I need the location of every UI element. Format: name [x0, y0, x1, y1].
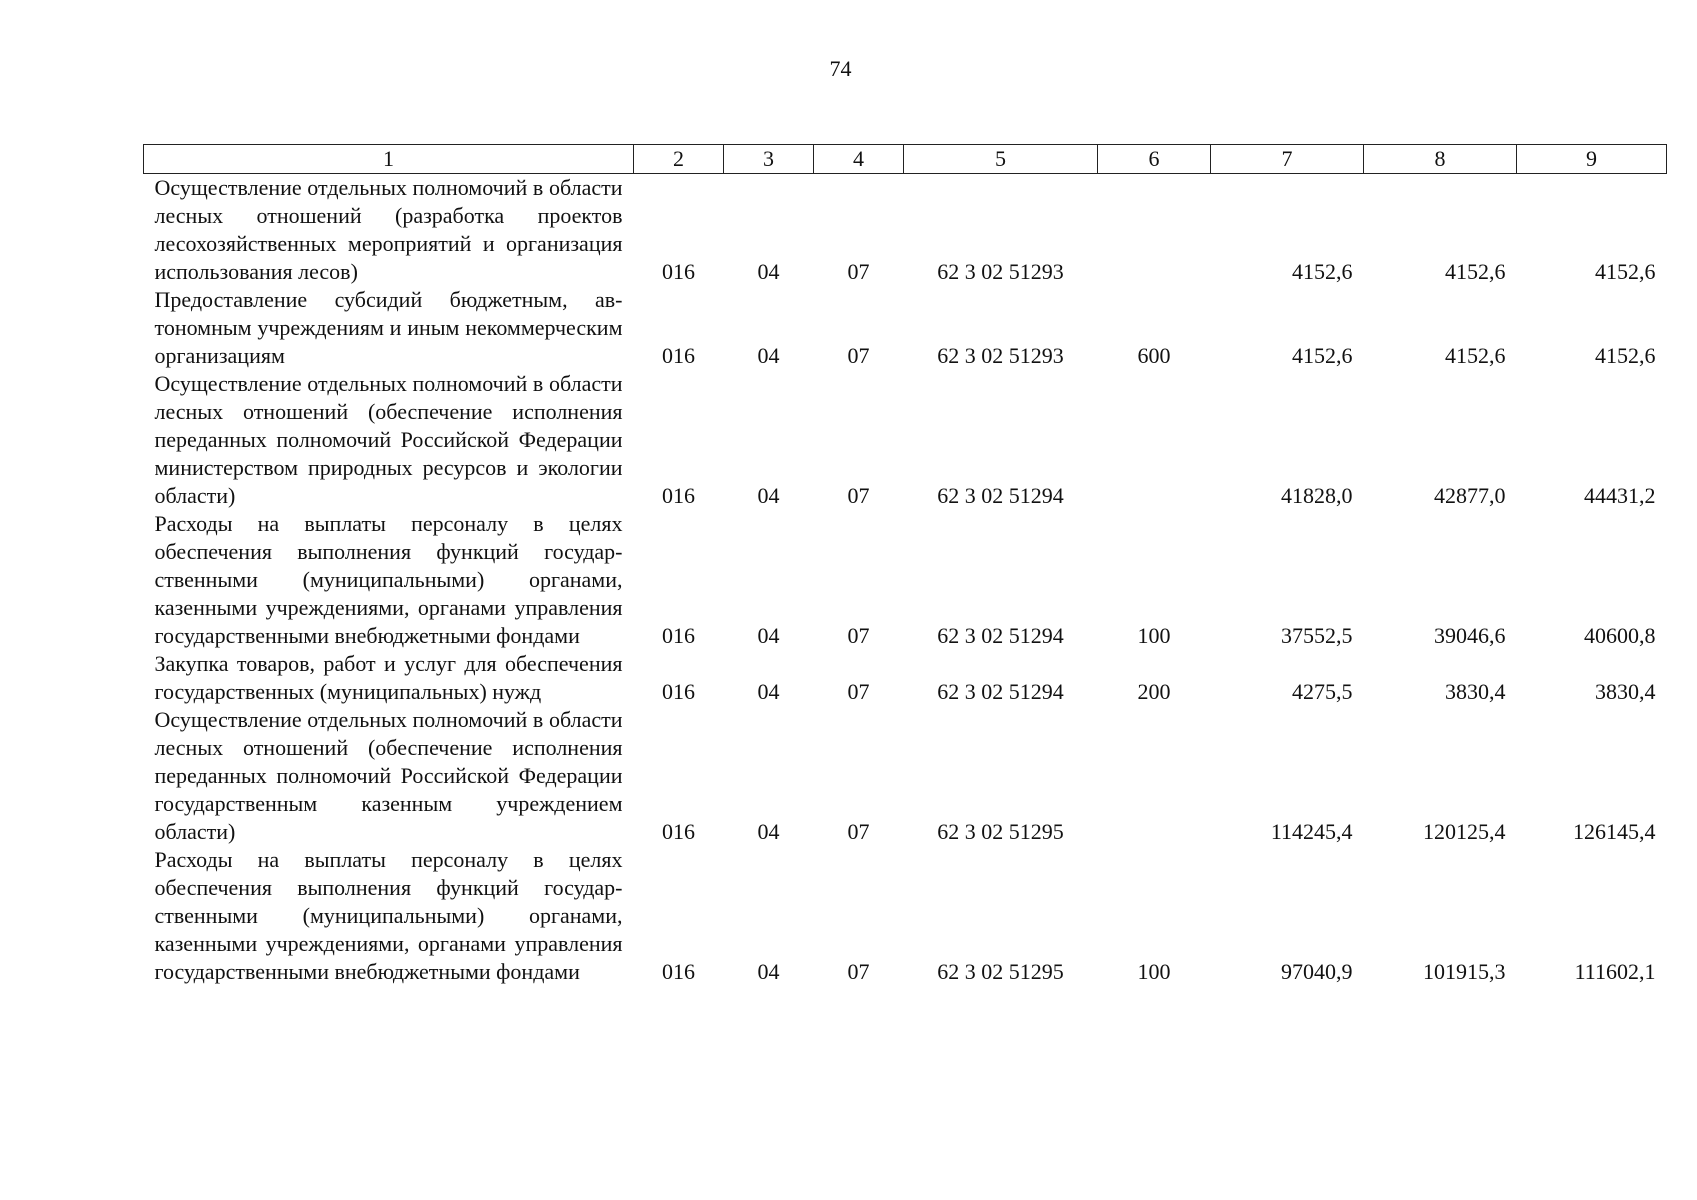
row-col-2: 016 [662, 959, 695, 984]
row-col-3: 04 [757, 343, 780, 368]
row-col-7: 97040,9 [1281, 959, 1353, 984]
row-col-9: 111602,1 [1574, 959, 1656, 984]
header-col-3: 3 [724, 145, 814, 174]
row-col-5: 62 3 02 51294 [937, 679, 1064, 704]
row-col-4: 07 [847, 343, 870, 368]
row-col-9: 126145,4 [1573, 819, 1656, 844]
table-row [144, 286, 1667, 370]
row-name: Расходы на выплаты персоналу в целях обеспечения выполнения функций государственными (муниципальными) органами, казенными учреждениями, органами управления государственными внебюджетными фондами [154, 511, 623, 648]
row-col-3: 04 [757, 819, 780, 844]
header-col-9: 9 [1517, 145, 1667, 174]
row-col-7: 114245,4 [1270, 819, 1353, 844]
row-col-7: 4152,6 [1292, 343, 1353, 368]
row-col-6: 100 [1137, 623, 1171, 648]
row-col-7: 4275,5 [1292, 679, 1353, 704]
budget-table [143, 144, 1667, 986]
row-col-4: 07 [847, 623, 870, 648]
row-col-6 [1098, 174, 1211, 287]
page-number-text: 74 [829, 56, 852, 81]
page-number [0, 56, 1697, 82]
row-col-3: 04 [757, 623, 780, 648]
header-col-7: 7 [1211, 145, 1364, 174]
row-col-8: 3830,4 [1445, 679, 1506, 704]
row-col-6: 100 [1137, 959, 1171, 984]
row-col-5: 62 3 02 51295 [937, 959, 1064, 984]
row-col-8: 39046,6 [1434, 623, 1506, 648]
header-col-4: 4 [814, 145, 904, 174]
header-col-6: 6 [1098, 145, 1211, 174]
row-col-4: 07 [847, 259, 870, 284]
table-row [144, 706, 1667, 846]
row-col-7: 37552,5 [1281, 623, 1353, 648]
row-col-5: 62 3 02 51293 [937, 343, 1064, 368]
row-col-2: 016 [662, 623, 695, 648]
row-col-5: 62 3 02 51295 [937, 819, 1064, 844]
row-col-2: 016 [662, 483, 695, 508]
table-row [144, 650, 1667, 706]
row-col-8: 120125,4 [1423, 819, 1506, 844]
row-col-3: 04 [757, 679, 780, 704]
row-col-4: 07 [847, 483, 870, 508]
row-name: Предоставление субсидий бюджетным, автономным учреждениям и иным некоммерческим организациям [154, 287, 623, 368]
row-name: Осуществление отдельных полномочий в области лесных отношений (разработка проектов лесохозяйственных мероприятий и организация использования лесов) [154, 175, 623, 284]
header-col-1: 1 [144, 145, 634, 174]
row-col-7: 4152,6 [1292, 259, 1353, 284]
row-col-3: 04 [757, 259, 780, 284]
table-row [144, 510, 1667, 650]
table-body [144, 174, 1667, 987]
table-row [144, 846, 1667, 986]
table-header [144, 145, 1667, 174]
row-col-9: 44431,2 [1584, 483, 1656, 508]
row-col-4: 07 [847, 819, 870, 844]
row-name: Осуществление отдельных полномочий в области лесных отношений (обеспечение исполнения переданных полномочий Российской Федерации министерством природных ресурсов и экологии области) [154, 371, 623, 508]
row-col-3: 04 [757, 959, 780, 984]
row-col-5: 62 3 02 51293 [937, 259, 1064, 284]
row-col-2: 016 [662, 343, 695, 368]
row-col-8: 4152,6 [1445, 259, 1506, 284]
header-col-8: 8 [1364, 145, 1517, 174]
header-col-2: 2 [634, 145, 724, 174]
header-col-5: 5 [904, 145, 1098, 174]
row-col-9: 4152,6 [1595, 343, 1656, 368]
row-col-6: 200 [1137, 679, 1171, 704]
row-col-9: 4152,6 [1595, 259, 1656, 284]
row-col-2: 016 [662, 679, 695, 704]
row-name: Закупка товаров, работ и услуг для обеспечения государственных (муниципальных) нужд [154, 651, 623, 704]
row-col-4: 07 [847, 679, 870, 704]
table-row [144, 174, 1667, 287]
row-col-9: 3830,4 [1595, 679, 1656, 704]
row-col-6 [1098, 370, 1211, 510]
row-col-4: 07 [847, 959, 870, 984]
row-col-3: 04 [757, 483, 780, 508]
row-col-9: 40600,8 [1584, 623, 1656, 648]
row-col-5: 62 3 02 51294 [937, 623, 1064, 648]
header-row [144, 145, 1667, 174]
row-name: Осуществление отдельных полномочий в области лесных отношений (обеспечение исполнения переданных полномочий Российской Федерации государственным казенным учреждением области) [154, 707, 623, 844]
row-col-8: 101915,3 [1423, 959, 1506, 984]
row-col-8: 42877,0 [1434, 483, 1506, 508]
row-col-5: 62 3 02 51294 [937, 483, 1064, 508]
row-name: Расходы на выплаты персоналу в целях обеспечения выполнения функций государственными (муниципальными) органами, казенными учреждениями, органами управления государственными внебюджетными фондами [154, 847, 623, 984]
row-col-8: 4152,6 [1445, 343, 1506, 368]
table-row [144, 370, 1667, 510]
row-col-7: 41828,0 [1281, 483, 1353, 508]
row-col-2: 016 [662, 259, 695, 284]
row-col-6 [1098, 706, 1211, 846]
row-col-2: 016 [662, 819, 695, 844]
row-col-6: 600 [1137, 343, 1171, 368]
